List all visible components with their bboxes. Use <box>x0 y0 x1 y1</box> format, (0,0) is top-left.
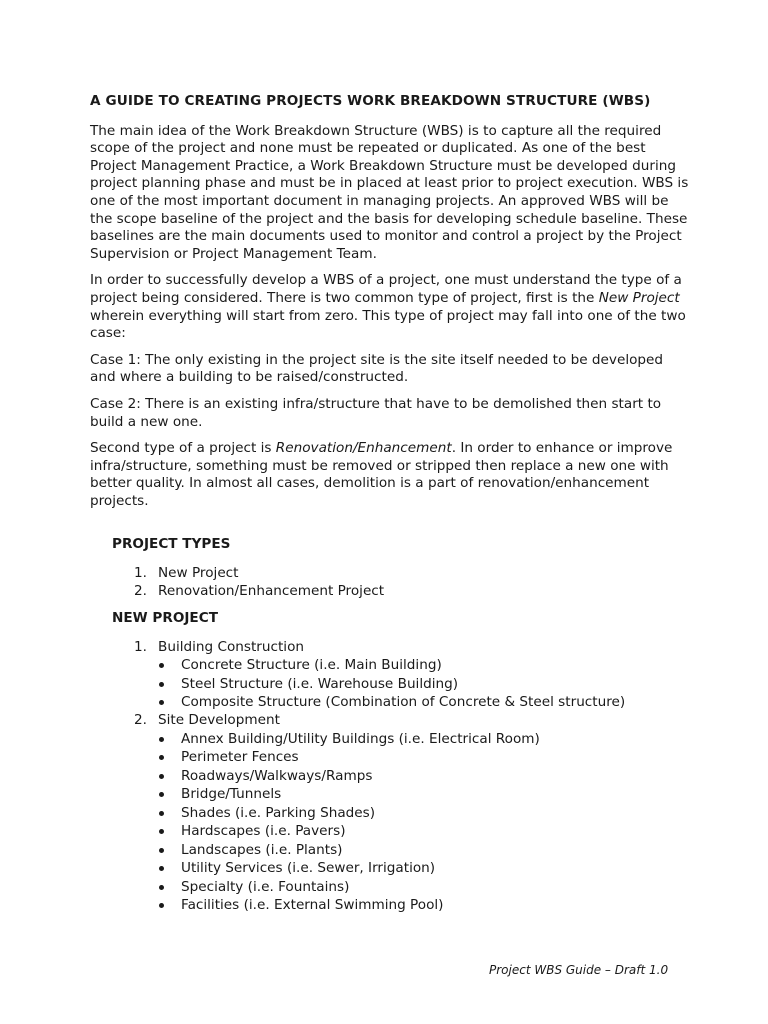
list-item <box>112 565 690 583</box>
project-types-list <box>112 565 690 600</box>
document-title: A GUIDE TO CREATING PROJECTS WORK BREAKDOWN STRUCTURE (WBS) <box>90 93 651 109</box>
list-item <box>112 712 690 915</box>
intro-paragraph: The main idea of the Work Breakdown Structure (WBS) is to capture all the required scope of the project and none must be repeated or duplicated. As one of the best Project Management Practice, a Work Breakdown Structure must be developed during project planning phase and must be in placed at least prior to project execution. WBS is one of the most important document in managing projects. An approved WBS will be the scope baseline of the project and the basis for developing schedule baseline. These baselines are the main documents used to monitor and control a project by the Project Supervision or Project Management Team. <box>90 122 689 262</box>
project-types-heading: PROJECT TYPES <box>112 536 231 553</box>
list-item <box>112 583 690 601</box>
list-item-label: Renovation/Enhancement Project <box>158 582 385 599</box>
bullet-item: Annex Building/Utility Buildings (i.e. Electrical Room) <box>158 730 690 749</box>
document-page <box>90 93 690 925</box>
renovation-paragraph <box>90 440 690 510</box>
bullet-item: Bridge/Tunnels <box>158 785 690 804</box>
new-project-emphasis: New Project <box>598 289 680 306</box>
list-number: 2. <box>134 711 147 728</box>
project-type-paragraph <box>90 272 690 342</box>
case-1-paragraph: Case 1: The only existing in the project site is the site itself needed to be developed and where a building to be raised/constructed. <box>90 351 664 386</box>
bullet-item: Composite Structure (Combination of Concrete & Steel structure) <box>158 693 690 712</box>
new-project-heading: NEW PROJECT <box>112 610 218 627</box>
project-type-text-start: In order to successfully develop a WBS of a project, one must understand the type of a project being considered. There is two common type of project, first is the <box>90 272 682 306</box>
list-item-label: Building Construction <box>158 638 305 655</box>
list-number: 2. <box>134 582 147 599</box>
bullet-item: Specialty (i.e. Fountains) <box>158 878 690 897</box>
list-item-label: Site Development <box>158 711 280 728</box>
bullet-item: Shades (i.e. Parking Shades) <box>158 804 690 823</box>
building-construction-sublist <box>158 656 690 712</box>
bullet-item: Roadways/Walkways/Ramps <box>158 767 690 786</box>
list-item-label: New Project <box>158 565 239 582</box>
project-types-section <box>112 536 690 914</box>
case-2-paragraph: Case 2: There is an existing infra/structure that have to be demolished then start to build a new one. <box>90 395 662 430</box>
bullet-item: Landscapes (i.e. Plants) <box>158 841 690 860</box>
renovation-text-start: Second type of a project is <box>90 440 276 457</box>
bullet-item: Perimeter Fences <box>158 748 690 767</box>
bullet-item: Steel Structure (i.e. Warehouse Building) <box>158 675 690 694</box>
bullet-item: Utility Services (i.e. Sewer, Irrigation) <box>158 859 690 878</box>
project-type-text-end: wherein everything will start from zero. This type of project may fall into one of the two case: <box>90 307 686 342</box>
bullet-item: Hardscapes (i.e. Pavers) <box>158 822 690 841</box>
new-project-list <box>112 639 690 915</box>
renovation-text-end: . In order to enhance or improve infra/structure, something must be removed or stripped then replace a new one with better quality. In almost all cases, demolition is a part of renovation/enhancement projects. <box>90 440 673 509</box>
page-footer: Project WBS Guide – Draft 1.0 <box>489 963 669 977</box>
site-development-sublist <box>158 730 690 915</box>
renovation-emphasis: Renovation/Enhancement <box>275 440 452 457</box>
bullet-item: Facilities (i.e. External Swimming Pool) <box>158 896 690 915</box>
list-item <box>112 639 690 712</box>
list-number: 1. <box>134 638 147 655</box>
bullet-item: Concrete Structure (i.e. Main Building) <box>158 656 690 675</box>
list-number: 1. <box>134 565 147 582</box>
